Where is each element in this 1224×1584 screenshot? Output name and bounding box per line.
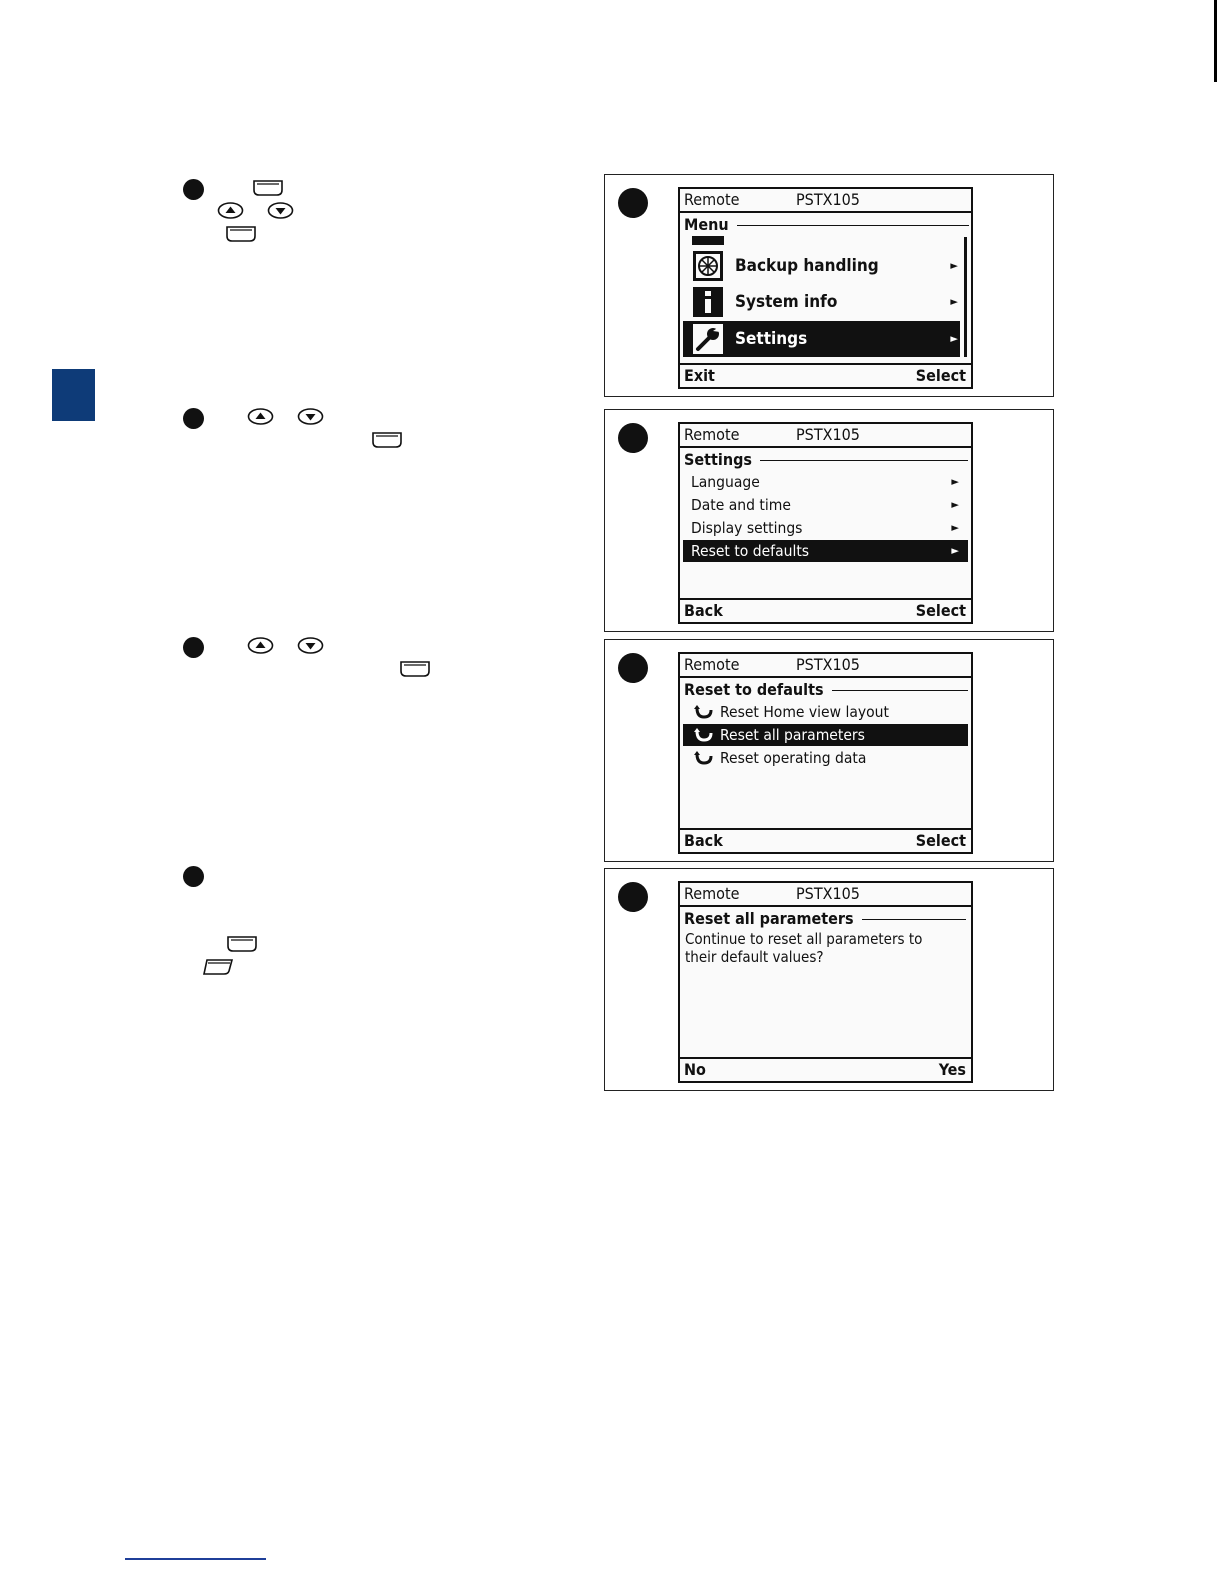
reset-item-label: Reset all parameters: [720, 726, 865, 744]
lcd-title: Reset all parameters: [684, 908, 967, 930]
softkey-right-icon: [227, 936, 257, 952]
reset-item-label: Reset Home view layout: [720, 703, 889, 721]
settings-item-display[interactable]: [683, 517, 968, 539]
step-bullet-1: [183, 179, 204, 200]
softkey-left-icon: [203, 959, 233, 975]
mode-label: Remote: [684, 425, 740, 444]
softkey-right-icon: [400, 661, 430, 677]
lcd-title: Settings: [684, 449, 967, 471]
menu-item-backup[interactable]: [683, 248, 960, 284]
screen-frame-confirm: [604, 868, 1054, 1091]
step-bullet-3: [183, 637, 204, 658]
device-name: PSTX105: [796, 425, 860, 444]
settings-item-label: Display settings: [691, 519, 803, 537]
reset-item-operating-data[interactable]: [683, 747, 968, 769]
mode-label: Remote: [684, 190, 740, 209]
softkey-no-label[interactable]: No: [684, 1060, 706, 1079]
reset-item-home-view[interactable]: [683, 701, 968, 723]
device-name: PSTX105: [796, 884, 860, 903]
menu-item-system-info[interactable]: [683, 284, 960, 320]
device-name: PSTX105: [796, 655, 860, 674]
lcd-header: [680, 654, 971, 678]
wrench-icon: [692, 323, 724, 355]
partial-menu-icon: [692, 236, 724, 245]
reset-item-all-parameters[interactable]: [683, 724, 968, 746]
softkey-left-label[interactable]: Back: [684, 601, 723, 620]
menu-item-label: System info: [735, 292, 838, 312]
up-key-icon: [247, 637, 274, 654]
lcd-header: [680, 189, 971, 213]
lcd-display: [678, 187, 973, 389]
settings-item-language[interactable]: [683, 471, 968, 493]
settings-item-label: Language: [691, 473, 760, 491]
step-number-badge: [618, 188, 648, 218]
softkey-right-label[interactable]: Select: [915, 366, 966, 385]
softkey-right-label[interactable]: Select: [915, 831, 966, 850]
screen-frame-menu: [604, 174, 1054, 397]
softkey-bar: [680, 363, 971, 387]
arrow-right-icon: ►: [950, 259, 958, 272]
arrow-right-icon: ►: [951, 521, 959, 534]
arrow-right-icon: ►: [950, 332, 958, 345]
down-key-icon: [267, 202, 294, 219]
menu-item-settings[interactable]: [683, 321, 960, 357]
reset-item-label: Reset operating data: [720, 749, 867, 767]
settings-item-date-time[interactable]: [683, 494, 968, 516]
softkey-right-icon: [226, 226, 256, 242]
scrollbar[interactable]: [964, 237, 967, 357]
screen-frame-settings: [604, 409, 1054, 632]
lcd-display: [678, 652, 973, 854]
softkey-left-label[interactable]: Exit: [684, 366, 715, 385]
up-key-icon: [217, 202, 244, 219]
confirm-message: [685, 930, 955, 966]
step-bullet-4: [183, 866, 204, 887]
settings-item-label: Reset to defaults: [691, 542, 810, 560]
softkey-bar: [680, 1057, 971, 1081]
lcd-display: [678, 881, 973, 1083]
menu-item-label: Settings: [735, 329, 808, 349]
lcd-header: [680, 424, 971, 448]
chapter-tab: [52, 369, 95, 421]
up-key-icon: [247, 408, 274, 425]
settings-item-reset[interactable]: [683, 540, 968, 562]
down-key-icon: [297, 637, 324, 654]
reset-arrow-icon: [693, 751, 713, 765]
page-edge-line: [1214, 0, 1217, 82]
down-key-icon: [297, 408, 324, 425]
device-name: PSTX105: [796, 190, 860, 209]
backup-icon: [692, 250, 724, 282]
settings-item-label: Date and time: [691, 496, 791, 514]
softkey-yes-label[interactable]: Yes: [938, 1060, 966, 1079]
menu-item-label: Backup handling: [735, 256, 879, 276]
arrow-right-icon: ►: [951, 475, 959, 488]
softkey-right-icon: [253, 180, 283, 196]
lcd-display: [678, 422, 973, 624]
lcd-title: Reset to defaults: [684, 679, 967, 701]
lcd-header: [680, 883, 971, 907]
confirm-message-line: Continue to reset all parameters to: [685, 930, 923, 948]
mode-label: Remote: [684, 884, 740, 903]
reset-arrow-icon: [693, 728, 713, 742]
softkey-bar: [680, 828, 971, 852]
softkey-right-icon: [372, 432, 402, 448]
mode-label: Remote: [684, 655, 740, 674]
confirm-message-line: their default values?: [685, 948, 824, 966]
arrow-right-icon: ►: [951, 498, 959, 511]
step-number-badge: [618, 653, 648, 683]
arrow-right-icon: ►: [951, 544, 959, 557]
softkey-right-label[interactable]: Select: [915, 601, 966, 620]
reset-arrow-icon: [693, 705, 713, 719]
arrow-right-icon: ►: [950, 295, 958, 308]
softkey-bar: [680, 598, 971, 622]
step-bullet-2: [183, 408, 204, 429]
softkey-left-label[interactable]: Back: [684, 831, 723, 850]
screen-frame-reset-defaults: [604, 639, 1054, 862]
step-number-badge: [618, 423, 648, 453]
lcd-title: Menu: [684, 214, 967, 236]
info-icon: [692, 286, 724, 318]
footer-rule: [125, 1558, 266, 1560]
step-number-badge: [618, 882, 648, 912]
